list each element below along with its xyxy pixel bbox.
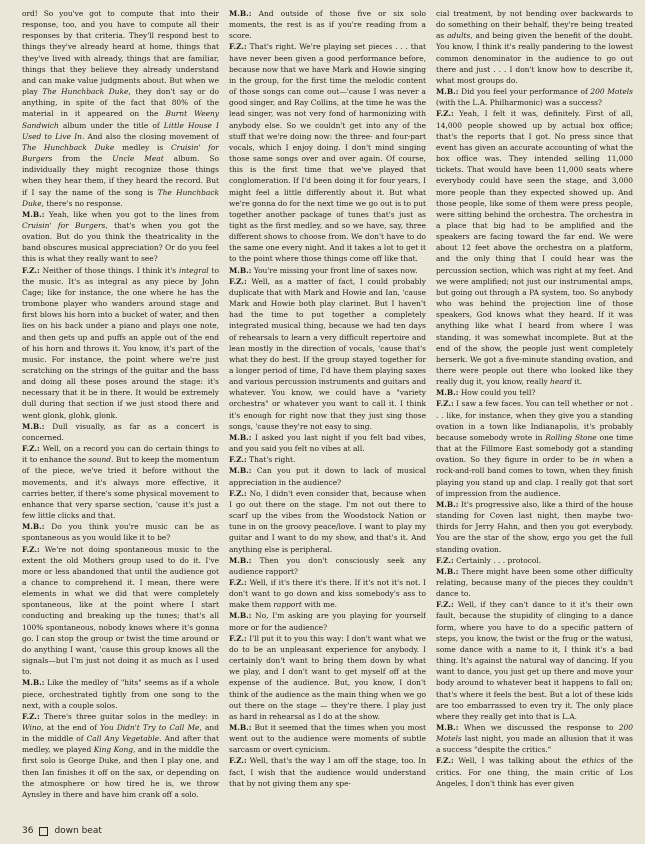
title-text: Call Any Vegetable xyxy=(86,734,160,744)
body-text: Then you don't consciously seek any audience rapport? xyxy=(229,555,426,576)
magazine-name: down beat xyxy=(54,826,102,836)
body-text: , and in the middle of xyxy=(22,723,219,744)
body-text: Neither of those things. I think it's xyxy=(39,265,179,275)
speaker-label: F.Z.: xyxy=(22,711,40,721)
speaker-label: M.B.: xyxy=(436,388,459,398)
speaker-label: M.B.: xyxy=(22,209,45,219)
body-text: cial treatment, by not bending over backwards to do something on their behalf, they're being treated as xyxy=(436,9,633,41)
body-text: Well, I was talking about the xyxy=(453,756,582,766)
title-text: heard xyxy=(550,377,572,387)
title-text: The Hunchback Duke xyxy=(42,87,129,97)
body-text: (with the L.A. Philharmonic) was a success? xyxy=(436,98,602,108)
title-text: sound xyxy=(88,455,112,465)
body-text: last night, you made an allusion that it was a success "despite the critics." xyxy=(436,734,633,755)
speaker-label: M.B.: xyxy=(229,265,252,275)
body-text: No, I didn't even consider that, because when I go out there on the stage. I'm not out there to scarf up the vibes from the Woodstock Nation or tune in on the groovy peace/love. I want to play my guitar and I want to do my show, and that's it. And anything else is peripheral. xyxy=(229,488,426,554)
body-text: Well, that's the way I am off the stage, too. In fact, I wish that the audience would understand that by not giving them any spe- xyxy=(229,756,426,788)
body-text: Can you put it down to lack of musical appreciation in the audience? xyxy=(229,466,426,487)
body-text: It's progressive also, like a third of the house standing for Coven last night, then maybe two-thirds for Jerry Hahn, and then you got everybody. You are the star of the show, ergo you get the full standing ovation. xyxy=(436,499,633,554)
speaker-label: F.Z.: xyxy=(229,42,247,52)
speaker-label: M.B.: xyxy=(22,678,45,688)
body-text: to the music. It's as integral as any piece by John Cage; like for instance, the one where he has the trombone player who wanders around stage and first blows his horn into a bucket of water, and then lies on his back under a piano and plays one note, and then gets up and puffs an apple out of the end of his horn and throws it. You know, it's part of the music. For instance, the point where we're just scratching on the strings of the guitar and the bass and doing all these poses around the stage: it's necessary that it be in there. It would be extremely dull during that section if we just stood there and went glonk, glohk, glonk. xyxy=(22,265,219,420)
square-icon xyxy=(39,827,48,836)
body-text: Yeah, like when you got to the lines from xyxy=(44,209,219,219)
body-text: Well, if it's there it's there. If it's not it's not. I don't want to go down and kiss somebody's ass to make them xyxy=(229,577,426,610)
body-text: I'll put it to you this way: I don't want what we do to be an unpleasant experience for anybody. I certainly don't want to bring them down by what we play, and I don't want to get myself off at the expense of the audience. But, you know, I don't think of the audience as the main thing when we go out there on the stage — they're there. I play just as hard in rehearsal as I do at the show. xyxy=(229,633,426,721)
speaker-label: F.Z.: xyxy=(22,265,40,275)
speaker-label: F.Z.: xyxy=(22,444,40,454)
body-text: But it seemed that the times when you most went out to the audience were moments of subtle sarcasm or overt cynicism. xyxy=(229,723,426,755)
body-text: There's three guitar solos in the medley: in xyxy=(39,711,219,721)
body-text: . But to keep the momentum of the piece, we've tried it before without the movements, and it's always more effective, it carries better, if there's some physical movement to enhance that very sparse section, 'cause it's just a few little clicks and that. xyxy=(22,455,219,521)
speaker-label: F.Z.: xyxy=(436,399,454,409)
body-text: , and in the middle the first solo is George Duke, and then I play one, and then Ian finishes it off on the sax, or depending on the atmosphere or how tired he is, we throw Aynsley in there and have him crank off a solo. xyxy=(22,745,219,799)
title-text: Uncle Meat xyxy=(112,154,164,164)
body-text: Do you think you're music can be as spontaneous as you would like it to be? xyxy=(22,522,219,543)
body-text: That's right. We're playing set pieces . . . that have never been given a good performance before, because now that we have Mark and Howie singing in the group, for the first time the melodic content of those songs can come out—'cause I was never a good singer, and Ray Collins, at the time he was the lead singer, was not very fond of harmonizing with anybody else. So we couldn't get into any of the stuff that we're doing now: the three- and four-part vocals, which I enjoy doing. I don't mind singing those same songs over and over again. Of course, this is the first time that we've played that conglomeration. If I'd been doing it for four years, I might feel a little differently about it. But what we're gonna do for the next time we go out is to put together another package of tunes that's just as tight as the first medley, and so we have, say, three different shows to choose from. We don't have to do the same one every night. And it takes a lot to get it to the point where those things come off like that. xyxy=(229,42,426,264)
speaker-label: F.Z.: xyxy=(436,109,454,119)
title-text: Burnt Weeny Sandwich xyxy=(22,109,219,130)
column-text xyxy=(436,8,633,789)
title-text: ethics xyxy=(581,756,605,766)
title-text: Rolling Stone xyxy=(545,432,597,442)
speaker-label: M.B.: xyxy=(436,87,459,97)
body-text: , there's no response. xyxy=(41,198,123,208)
speaker-label: F.Z.: xyxy=(229,488,247,498)
speaker-label: M.B.: xyxy=(436,499,459,509)
article-column-3 xyxy=(436,8,633,822)
title-text: The Hunchback Duke xyxy=(22,187,219,208)
body-text: I saw a few faces. You can tell whether or not . . . like, for instance, when they give you a standing ovation in a town like Indianapolis, it's probably because somebody wrote in xyxy=(436,399,633,442)
body-text: I asked you last night if you felt bad vibes, and you said you felt no vibes at all. xyxy=(229,432,426,454)
speaker-label: M.B.: xyxy=(229,611,252,621)
body-text: Like the medley of "hits" seems as if a whole piece, orchestrated tightly from one song to the next, with a couple solos. xyxy=(22,678,219,710)
body-text: ord! So you've got to compute that into their response, too, and you have to compute all their responses by that criteria. They'll respond best to things they've already heard at home, things that they've lived with already, things that are familiar, things that they believe they already understand and can make value judgments about. But when we play xyxy=(22,9,219,97)
speaker-label: F.Z.: xyxy=(229,577,247,587)
title-text: Cruisin' for Burgers xyxy=(22,220,106,230)
body-text: We're not doing spontaneous music to the extent the old Mothers group used to do it. I've more or less abandoned that until the audience got a chance to comprehend it. I mean, there were elements in what we did that were completely spontaneous, like at the point where I start conducting and breaking up the tunes; that's all 100% spontaneous, nobody knows where it's gonna go. I can stop the group or twist the time around or do anything I want, 'cause this group knows all the signals—but I'm just not doing it as much as I used to. xyxy=(22,544,219,677)
body-text: , at the end of xyxy=(41,723,101,732)
speaker-label: F.Z.: xyxy=(436,756,454,766)
column-text xyxy=(22,8,219,800)
speaker-label: F.Z.: xyxy=(22,544,40,554)
body-text: Well, on a record you can do certain things to it to enhance the xyxy=(22,444,219,465)
body-text: Well, if they can't dance to it it's their own fault, because the stupidity of clinging to a dance form, where you have to do a specific pattern of steps, you know, the twist or the frug or the watusi, some dance with a name to it, I think it's a bad thing. It's against the natural way of dancing. If you want to dance, you just get up there and move your body around to whatever beat it happens to fall on; that's where it feels the best. But a lot of these kids are too embarrassed to even try it. The only place where they really get into that is L.A. xyxy=(436,600,633,721)
title-text: Cruisin' for Burgers xyxy=(22,142,219,164)
body-text: with me. xyxy=(301,600,337,610)
body-text: medley is xyxy=(114,142,171,152)
body-text: one time that at the Fillmore East somebody got a standing ovation. So they figure in order to be xyxy=(436,432,633,465)
speaker-label: M.B.: xyxy=(229,555,252,565)
title-text: King Kong xyxy=(93,745,134,755)
speaker-label: M.B.: xyxy=(229,723,252,732)
body-text: when a rock-and-roll band comes to town, when they finish playing you stand up and clap. I really got that sort of impression from the audience. xyxy=(436,455,633,498)
body-text: from the xyxy=(52,154,113,164)
body-text: There might have been some other difficulty relating, because many of the pieces they couldn't dance to. xyxy=(436,566,633,599)
body-text: That's right. xyxy=(246,455,296,465)
speaker-label: F.Z.: xyxy=(229,756,247,766)
speaker-label: M.B.: xyxy=(229,432,252,442)
body-text: , that's when you got the ovation. But do you think the theatricality in the band obscures musical appreciation? Or do you feel this is what they really want to see? xyxy=(22,220,219,264)
body-text: album. So individually they might recognize those things when they hear them, if they heard the record. But if I say the name of the song is xyxy=(22,154,219,197)
speaker-label: M.B.: xyxy=(229,466,252,476)
speaker-label: F.Z.: xyxy=(436,600,454,610)
body-text: , and being given the benefit of the doubt. You know, I think it's really pandering to the lowest common denominator in the audience to go out there and just . . . I don't know how to describe it, what most groups do. xyxy=(436,31,633,85)
speaker-label: F.Z.: xyxy=(229,633,247,643)
body-text: , they don't say or do anything, in spite of the fact that 80% of the material in it appeared on the xyxy=(22,87,219,119)
speaker-label: M.B.: xyxy=(22,522,45,532)
speaker-label: F.Z.: xyxy=(229,276,247,286)
title-text: 200 Motels xyxy=(436,723,633,744)
body-text: And outside of those five or six solo moments, the rest is as if you're reading from a score. xyxy=(229,9,426,41)
speaker-label: M.B.: xyxy=(436,566,459,576)
article-columns xyxy=(22,8,633,822)
body-text: No, I'm asking are you playing for yourself more or for the audience? xyxy=(229,611,426,632)
speaker-label: M.B.: xyxy=(436,723,459,732)
title-text: The Hunchback Duke xyxy=(22,142,115,152)
title-text: 200 Motels xyxy=(590,87,633,97)
body-text: of the critics. For one thing, the main critic of Los Angeles, I don't think has ever given xyxy=(436,756,633,788)
body-text: Well, as a matter of fact, I could probably duplicate that with Mark and Howie and Ian, 'cause Mark and Howie both play clarinet. But I haven't had the time to put together a completely integrated musical thing, because we had ten days of rehearsals to learn a very difficult repertoire and lean mostly in the direction of vocals, 'cause that's what they do best. If the group stayed together for a longer period of time, I'd have them playing saxes and various percussion instruments and guitars and whatever. You know, we could have a "variety orchestra" or whatever you want to call it. I think it's enough for right now that they just sing those songs, 'cause they're not easy to sing. xyxy=(229,276,426,431)
speaker-label: M.B.: xyxy=(22,421,45,431)
body-text: . And also the closing movement of xyxy=(81,131,219,141)
speaker-label: F.Z.: xyxy=(229,455,247,465)
body-text: . And after that medley, we played xyxy=(22,734,219,755)
page-number: 36 xyxy=(22,826,34,836)
title-text: integral xyxy=(178,265,209,275)
page-footer xyxy=(22,826,102,836)
title-text: rapport xyxy=(273,600,302,610)
body-text: When we discussed the response to xyxy=(458,723,619,732)
title-text: adults xyxy=(447,31,471,41)
speaker-label: M.B.: xyxy=(229,9,252,18)
body-text: Certainly . . . protocol. xyxy=(453,555,542,565)
column-text xyxy=(229,8,426,789)
body-text: You're missing your front line of saxes now. xyxy=(251,265,418,275)
article-column-2 xyxy=(229,8,426,822)
body-text: Yeah, I felt it was, definitely. First of all, 14,000 people showed up by actual box office; that's the reports that I got. No press since that event has given an accurate accounting of what the box office was. They intended selling 11,000 tickets. That would have been 11,000 seats where everybody could have seen the stage, and 3,000 more people than they expected showed up. And those people, like some of them were press people, were sitting behind the orchestra. The orchestra in a place that big had to be amplified and the speakers are facing toward the far end. We were about 12 feet above the orchestra on a platform, and the only thing that I could hear was the percussion section, which was right at my feet. And we were amplified; not just our instrumental amps, but going out through a PA system, too. So anybody who was behind the projection line of those speakers, God knows what they heard. If it was anything like what I heard from where I was standing, it was somewhat incomplete. But at the end of the show, the people just went completely berserk. We got a five-minute standing ovation, and there were people out there who looked like they really dug it, you know, really xyxy=(436,109,633,387)
title-text: in xyxy=(592,455,600,465)
title-text: Little House I Used to Live In xyxy=(22,120,219,141)
body-text: album under the title of xyxy=(58,120,164,130)
body-text: Dull visually, as far as a concert is concerned. xyxy=(22,421,219,442)
body-text: Did you feel your performance of xyxy=(458,87,591,97)
article-column-1 xyxy=(22,8,219,822)
title-text: You Didn't Try to Call Me xyxy=(100,723,200,732)
body-text: it. xyxy=(571,377,583,387)
title-text: Wino xyxy=(22,723,42,732)
speaker-label: F.Z.: xyxy=(436,555,454,565)
body-text: How could you tell? xyxy=(458,388,536,398)
